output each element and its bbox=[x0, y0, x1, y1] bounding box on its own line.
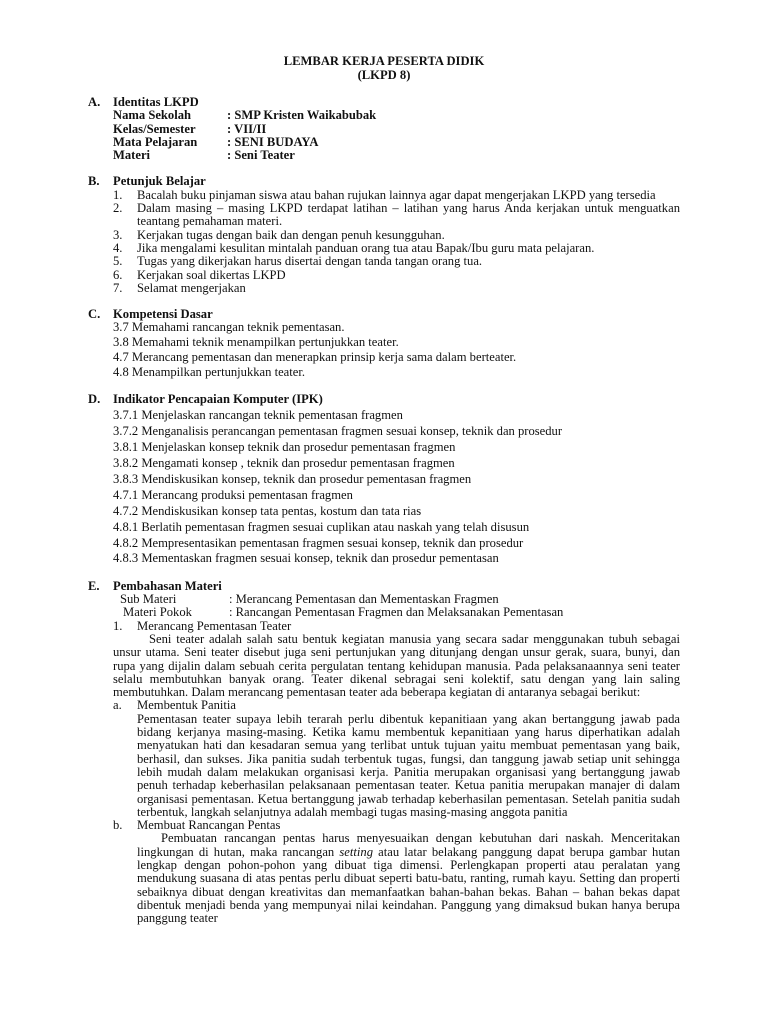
section-b bbox=[88, 175, 680, 295]
list-item: 1. Merancang Pementasan Teater bbox=[113, 618, 292, 633]
section-heading: Kompetensi Dasar bbox=[113, 307, 213, 322]
list-item: 2. Dalam masing – masing LKPD terdapat latihan – latihan yang harus Anda kerjakan untuk menguatkan teantang pemahaman materi. bbox=[113, 201, 680, 229]
competency-item: 3.8 Memahami teknik menampilkan pertunjukkan teater. bbox=[113, 335, 399, 350]
list-item: 5. Tugas yang dikerjakan harus disertai dengan tanda tangan orang tua. bbox=[113, 254, 483, 269]
list-item: 4. Jika mengalami kesulitan mintalah panduan orang tua atau Bapak/Ibu guru mata pelajaran. bbox=[113, 240, 595, 255]
indicator-item: 4.8.1 Berlatih pementasan fragmen sesuai cuplikan atau naskah yang telah disusun bbox=[113, 519, 530, 534]
item-title: Merancang Pementasan Teater bbox=[137, 618, 292, 633]
list-item: 7. Selamat mengerjakan bbox=[113, 280, 246, 295]
indicator-item: 4.7.1 Merancang produksi pementasan fragmen bbox=[113, 487, 353, 502]
sub-item-a: a. Membentuk Panitia bbox=[113, 698, 236, 713]
indicator-item: 4.8.2 Mempresentasikan pementasan fragmen sesuai konsep, teknik dan prosedur bbox=[113, 535, 524, 550]
section-letter: E. bbox=[88, 578, 100, 593]
indicator-item: 3.8.1 Menjelaskan konsep teknik dan prosedur pementasan fragmen bbox=[113, 440, 456, 455]
section-heading: Indikator Pencapaian Komputer (IPK) bbox=[113, 392, 323, 407]
document-page bbox=[88, 55, 680, 925]
sub-materi-row: Sub Materi : Merancang Pementasan dan Mementaskan Fragmen bbox=[120, 592, 499, 607]
section-d bbox=[88, 393, 680, 566]
identity-row: Kelas/Semester : VII/II bbox=[113, 121, 267, 136]
competency-item: 4.7 Merancang pementasan dan menerapkan prinsip kerja sama dalam berteater. bbox=[113, 350, 517, 365]
list-item: 1. Bacalah buku pinjaman siswa atau bahan rujukan lainnya agar dapat mengerjakan LKPD yang tersedia bbox=[113, 187, 656, 202]
section-letter: A. bbox=[88, 95, 101, 109]
sub-item-b: b. Membuat Rancangan Pentas bbox=[113, 818, 281, 833]
indicator-item: 3.7.1 Menjelaskan rancangan teknik pementasan fragmen bbox=[113, 408, 403, 423]
section-heading: Pembahasan Materi bbox=[113, 578, 222, 593]
section-letter: B. bbox=[88, 174, 100, 189]
section-heading: Identitas LKPD bbox=[113, 95, 199, 109]
section-e bbox=[88, 580, 680, 926]
sub-item-title: Membuat Rancangan Pentas bbox=[137, 818, 281, 833]
intro-paragraph: Seni teater adalah salah satu bentuk kegiatan manusia yang secara sadar menggunakan tubuh sebagai unsur utama. Seni teater disebut juga seni pertunjukan yang ditunjang dengan unsur gerak, suara, bunyi, dan rupa yang dijalin dalam sebuah cerita pergulatan tentang kehidupan manusia. Pada pelaksanaannya seni teater selalu membutuhkan banyak orang. Teater dikenal sebragai seni kolektif, satu dengan yang lain saling membutuhkan. Dalam merancang pementasan teater ada beberapa kegiatan di antaranya sebagai berikut: bbox=[113, 631, 680, 700]
list-item: 6. Kerjakan soal dikertas LKPD bbox=[113, 267, 286, 282]
competency-item: 4.8 Menampilkan pertunjukkan teater. bbox=[113, 364, 305, 379]
indicator-item: 4.8.3 Mementaskan fragmen sesuai konsep, teknik dan prosedur pementasan bbox=[113, 551, 499, 566]
section-letter: C. bbox=[88, 307, 101, 322]
list-item: 3. Kerjakan tugas dengan baik dan dengan penuh kesungguhan. bbox=[113, 227, 445, 242]
sub-item-a-body: Pementasan teater supaya lebih terarah perlu dibentuk kepanitiaan yang akan bertanggung jawab pada bidang kerjanya masing-masing. Ketika kamu membentuk kepanitiaan yang harus diperhatikan adalah menyatukan hati dan kesadaran semua yang terlibat untuk tujuan yaitu membuat pementasan yang baik, berhasil, dan sukses. Jika panitia sudah terbentuk tugas, fungsi, dan tanggung jawab setiap unit sehingga lebih mudah dalam melakukan organisasi kerja. Panitia merupakan organisasi yang bertanggung jawab penuh terhadap keberhasilan pelaksanaan pementasan teater. Ketua panitia merupakan manajer di dalam organisasi pementasan. Ketua bertanggung jawab terhadap keberhasilan pementasan. Setelah panitia sudah terbentuk, langkah selanjutnya adalah membagi tugas masing-masing anggota panitia bbox=[137, 711, 680, 819]
section-c bbox=[88, 308, 680, 379]
identity-row: Nama Sekolah : SMP Kristen Waikabubak bbox=[113, 108, 377, 123]
indicator-item: 3.8.2 Mengamati konsep , teknik dan prosedur pementasan fragmen bbox=[113, 456, 455, 471]
section-letter: D. bbox=[88, 392, 101, 407]
identity-row: Mata Pelajaran : SENI BUDAYA bbox=[113, 134, 319, 149]
identity-row: Materi : Seni Teater bbox=[113, 148, 295, 163]
setting-term: setting bbox=[339, 844, 373, 859]
competency-item: 3.7 Memahami rancangan teknik pementasan. bbox=[113, 320, 345, 335]
sub-item-title: Membentuk Panitia bbox=[137, 698, 236, 713]
indicator-item: 3.8.3 Mendiskusikan konsep, teknik dan prosedur pementasan fragmen bbox=[113, 472, 472, 486]
sub-item-b-body: Pembuatan rancangan pentas harus menyesuaikan dengan kebutuhan dari naskah. Menceritakan lingkungan di hutan, maka rancangan setting atau latar belakang panggung dapat berupa gambar hutan lengkap dengan pohon-pohon yang dibuat tiga dimensi. Perlengkapan properti atau peralatan yang mendukung suasana di atas pentas perlu dibuat seperti batu-batu, ranting, rumah kayu. Setting dan properti sebaiknya dibuat dengan kreativitas dan memanfaatkan bahan-bahan bekas. Bahan – bahan bekas dapat dibentuk menjadi benda yang mempunyai nilai keindahan. Panggung yang dimaksud bukan hanya berupa panggung teater bbox=[137, 831, 681, 926]
doc-subtitle: (LKPD 8) bbox=[357, 67, 411, 82]
section-a bbox=[88, 96, 680, 162]
section-heading: Petunjuk Belajar bbox=[113, 174, 206, 189]
indicator-item: 4.7.2 Mendiskusikan konsep tata pentas, kostum dan tata rias bbox=[113, 503, 422, 518]
materi-pokok-row: Materi Pokok : Rancangan Pementasan Fragmen dan Melaksanakan Pementasan bbox=[123, 605, 564, 620]
doc-title: LEMBAR KERJA PESERTA DIDIK bbox=[283, 54, 485, 68]
indicator-item: 3.7.2 Menganalisis perancangan pementasan fragmen sesuai konsep, teknik dan prosedur bbox=[113, 424, 563, 439]
